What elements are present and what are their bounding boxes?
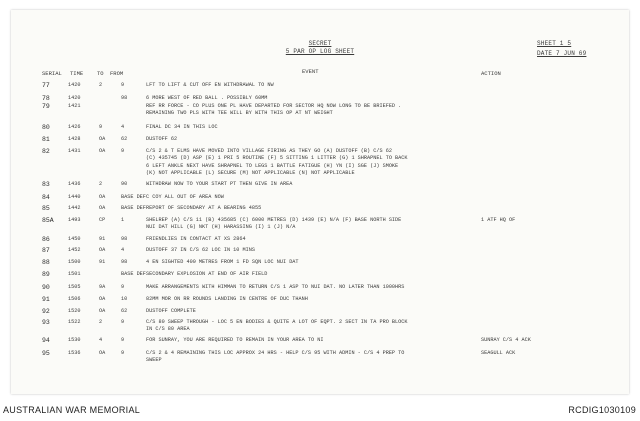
from-cell: BASE DEF (121, 271, 146, 277)
from-cell: 1 (121, 217, 125, 223)
col-from: FROM (110, 70, 124, 77)
serial-cell: 77 (42, 82, 50, 89)
serial-cell: 86 (42, 236, 50, 243)
event-line: C/S 80 SWEEP THROUGH - LOC 5 EN BODIES & QUITE A LOT OF EQPT. 2 SECT IN TA PRO BLOCK (146, 319, 408, 325)
from-cell: 9 (121, 284, 125, 290)
time-cell: 1428 (68, 136, 81, 142)
to-cell: 4 (99, 337, 103, 343)
to-cell: 2 (99, 82, 103, 88)
event-cell (146, 337, 323, 344)
from-cell: 4 (121, 124, 125, 130)
to-cell: 91 (99, 259, 106, 265)
event-line: SECONDARY EXPLOSION AT END OF AIR FIELD (146, 271, 268, 277)
event-cell (146, 284, 404, 291)
event-line: FINAL DC 34 IN THIS LOC (146, 124, 218, 130)
event-cell (146, 205, 261, 212)
time-cell: 1536 (68, 350, 81, 356)
event-cell (146, 296, 308, 303)
event-line: IN C/S 80 AREA (146, 326, 190, 333)
serial-cell: 91 (42, 296, 50, 303)
time-cell: 1420 (68, 95, 81, 101)
event-line: REF RR FORCE - CO PLUS ONE PL HAVE DEPARTED FOR SECTOR HQ NOW LONG TO BE BRIEFED . (146, 103, 402, 109)
event-line: C/S 2 & 4 REMAINING THIS LOC APPROX 24 HRS - HELP C/S 95 WITH ADMIN - C/S 4 PREP TO (146, 350, 405, 356)
event-line: 4 EN SIGHTED 400 METRES FROM 1 FD SQN LOC NUI DAT (146, 259, 299, 265)
sheet-title: 5 PAR OP LOG SHEET (285, 48, 355, 55)
from-cell: 9 (121, 148, 125, 154)
serial-cell: 85A (42, 217, 54, 224)
to-cell: OA (99, 194, 106, 200)
event-line: DUSTOFF 62 (146, 136, 178, 142)
to-cell: OA (99, 308, 106, 314)
to-cell: 9 (99, 124, 103, 130)
to-cell: 9A (99, 284, 106, 290)
from-cell: 98 (121, 236, 128, 242)
event-line: SHELREP (A) C/S 11 (B) 435685 (C) 6000 METRES (D) 1439 (E) N/A (F) BASE NORTH SIDE (146, 217, 402, 223)
from-cell: BASE DEF (121, 205, 146, 211)
time-cell: 1436 (68, 181, 81, 187)
time-cell: 1505 (68, 284, 81, 290)
event-cell (146, 236, 246, 243)
time-cell: 1442 (68, 205, 81, 211)
serial-cell: 85 (42, 205, 50, 212)
event-line: C COY ALL OUT OF AREA NOW (146, 194, 224, 200)
event-line: NUI DAT HILL (G) NKT (H) HARASSING (I) 1 (J) N/A (146, 224, 296, 231)
serial-cell: 78 (42, 95, 50, 102)
event-line: 6 MORE WEST OF RED BALL . POSSIBLY 60MM (146, 95, 268, 101)
event-cell (146, 124, 218, 131)
serial-cell: 92 (42, 308, 50, 315)
sheet-date: DATE 7 JUN 69 (537, 50, 587, 57)
event-cell (146, 136, 177, 143)
event-cell (146, 319, 408, 334)
to-cell: OA (99, 296, 106, 302)
time-cell: 1440 (68, 194, 81, 200)
serial-cell: 88 (42, 259, 50, 266)
time-cell: 1421 (68, 103, 81, 109)
to-cell: 2 (99, 181, 103, 187)
time-cell: 1420 (68, 82, 81, 88)
col-serial: SERIAL (42, 70, 62, 77)
time-cell: 1450 (68, 236, 81, 242)
time-cell: 1530 (68, 337, 81, 343)
event-line: C/S 2 & T ELMS HAVE MOVED INTO VILLAGE FIRING AS THEY GO (A) DUSTOFF (B) C/S 62 (146, 148, 392, 154)
event-line: FOR SUNRAY, YOU ARE REQUIRED TO REMAIN IN YOUR AREA TO NI (146, 337, 324, 343)
classification: SECRET (308, 40, 332, 47)
from-cell: 62 (121, 308, 128, 314)
to-cell: 2 (99, 319, 103, 325)
time-cell: 1522 (68, 319, 81, 325)
event-line: DUSTOFF COMPLETE (146, 308, 196, 314)
from-cell: BASE DEF (121, 194, 146, 200)
event-cell (146, 350, 404, 365)
serial-cell: 83 (42, 181, 50, 188)
action-cell: SUNRAY C/S 4 ACK (481, 337, 531, 343)
to-cell: OA (99, 136, 106, 142)
serial-cell: 94 (42, 337, 50, 344)
footer-source: AUSTRALIAN WAR MEMORIAL (3, 405, 141, 415)
action-cell: SEAGULL ACK (481, 350, 516, 356)
event-cell (146, 217, 401, 232)
event-cell (146, 148, 408, 177)
serial-cell: 79 (42, 103, 50, 110)
serial-cell: 87 (42, 247, 50, 254)
to-cell: OA (99, 205, 106, 211)
event-line: SWEEP (146, 357, 162, 364)
event-cell (146, 271, 267, 278)
to-cell: CP (99, 217, 106, 223)
from-cell: 98 (121, 259, 128, 265)
to-cell: OA (99, 148, 106, 154)
event-line: (C) 435745 (D) ASP (E) 1 PRI 5 ROUTINE (F) 5 SITTING 1 LITTER (G) 1 SHRAPNEL TO BACK (146, 155, 408, 162)
event-line: MAKE ARRANGEMENTS WITH HIMMAN TO RETURN C/S 1 ASP TO NUI DAT. NO LATER THAN 1000HRS (146, 284, 405, 290)
event-line: LFT TO LIFT & CUT OFF EN WITHDRAWAL TO NW (146, 82, 274, 88)
event-cell (146, 308, 196, 315)
serial-cell: 84 (42, 194, 50, 201)
from-cell: 9 (121, 319, 125, 325)
event-line: REMAINING TWO PLS WITH TEE WILL BY WITH THIS OP AT NT WEIGHT (146, 110, 333, 117)
time-cell: 1493 (68, 217, 81, 223)
from-cell: 9 (121, 82, 125, 88)
event-line: DUSTOFF 37 IN C/S 62 LOC IN 10 MINS (146, 247, 255, 253)
from-cell: 9 (121, 350, 125, 356)
serial-cell: 80 (42, 124, 50, 131)
time-cell: 1431 (68, 148, 81, 154)
serial-cell: 81 (42, 136, 50, 143)
col-event: EVENT (302, 68, 319, 75)
col-to: TO (97, 70, 104, 77)
event-line: 82MM MOR ON RR ROUNDS LANDING IN CENTRE OF DUC THANH (146, 296, 308, 302)
time-cell: 1501 (68, 271, 81, 277)
event-cell (146, 259, 299, 266)
to-cell: 91 (99, 236, 106, 242)
action-cell: 1 ATF HQ OF (481, 217, 516, 223)
event-cell (146, 103, 401, 118)
serial-cell: 89 (42, 271, 50, 278)
sheet-number: SHEET 1 5 (537, 40, 572, 47)
event-line: REPORT OF SECONDARY AT A BEARING 4855 (146, 205, 262, 211)
from-cell: 62 (121, 136, 128, 142)
event-cell (146, 95, 267, 102)
event-line: 6 LEFT ANKLE NEXT HAVE SHRAPNEL TO LEGS 1 BATTLE FATIGUE (H) YN (I) SGE (J) SMOKE (146, 162, 399, 169)
from-cell: 98 (121, 95, 128, 101)
from-cell: 90 (121, 181, 128, 187)
event-line: FRIENDLIES IN CONTACT AT XS 2864 (146, 236, 246, 242)
footer-id: RCDIG1030109 (568, 405, 636, 415)
event-line: (K) NOT APPLICABLE (L) SECURE (M) NOT APPLICABLE (N) NOT APPLICABLE (146, 169, 355, 176)
event-cell (146, 82, 274, 89)
time-cell: 1500 (68, 259, 81, 265)
event-line: WITHDRAW NOW TO YOUR START PT THEN GIVE IN AREA (146, 181, 293, 187)
col-action: ACTION (481, 70, 501, 77)
time-cell: 1426 (68, 124, 81, 130)
event-cell (146, 247, 255, 254)
time-cell: 1506 (68, 296, 81, 302)
event-cell (146, 194, 224, 201)
serial-cell: 90 (42, 284, 50, 291)
serial-cell: 93 (42, 319, 50, 326)
from-cell: 9 (121, 337, 125, 343)
serial-cell: 95 (42, 350, 50, 357)
time-cell: 1520 (68, 308, 81, 314)
col-time: TIME (70, 70, 84, 77)
serial-cell: 82 (42, 148, 50, 155)
event-cell (146, 181, 292, 188)
from-cell: 10 (121, 296, 128, 302)
to-cell: OA (99, 247, 106, 253)
time-cell: 1452 (68, 247, 81, 253)
from-cell: 4 (121, 247, 125, 253)
to-cell: OA (99, 350, 106, 356)
